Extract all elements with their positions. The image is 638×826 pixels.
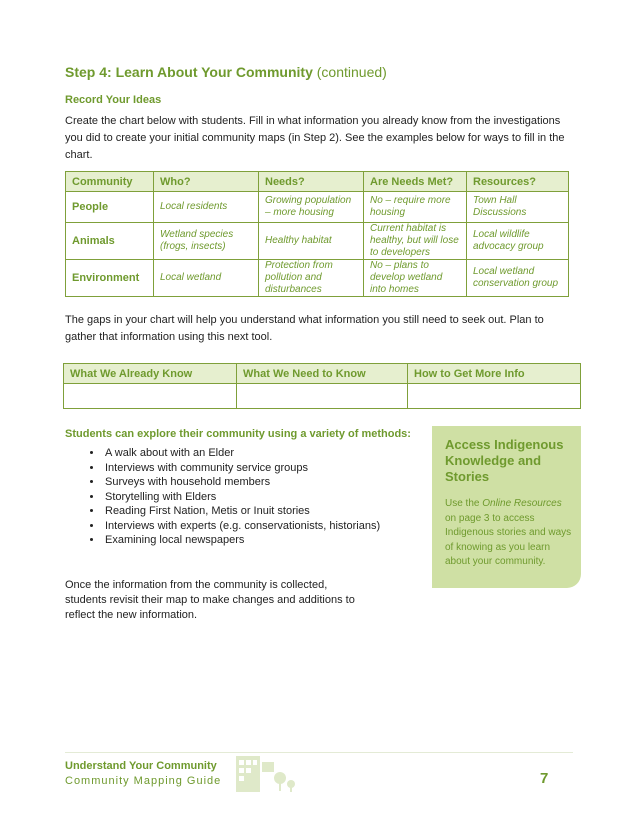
list-item: • Examining local newspapers [103,533,403,548]
table-cell: Current habitat is healthy, but will lose to developers [364,223,467,260]
table-cell: No – plans to develop wetland into homes [364,260,467,297]
table-row [66,223,569,260]
table-cell: Town Hall Discussions [467,192,569,223]
list-item: • Reading First Nation, Metis or Inuit stories [103,504,403,519]
footer-guide-title: Community Mapping Guide [65,775,222,787]
table-row [66,260,569,297]
table-header: How to Get More Info [408,364,581,384]
list-item: • Storytelling with Elders [103,490,403,505]
table-cell: Local wetland conservation group [467,260,569,297]
table-cell: Wetland species (frogs, insects) [154,223,259,260]
page-number: 7 [540,770,549,787]
list-item: • Surveys with household members [103,475,403,490]
table-cell: No – require more housing [364,192,467,223]
table-cell [64,384,237,409]
footer-section-title: Understand Your Community [65,760,217,772]
table-header: What We Need to Know [237,364,408,384]
section-heading: Record Your Ideas [65,94,162,106]
table-header: Community [66,172,154,192]
methods-heading: Students can explore their community using a variety of methods: [65,428,411,440]
table-cell: Growing population – more housing [259,192,364,223]
table-header: What We Already Know [64,364,237,384]
table-cell [408,384,581,409]
closing-paragraph: Once the information from the community is collected, students revisit their map to make changes and additions to reflect the new information. [65,579,355,621]
table-header: Resources? [467,172,569,192]
list-item: • Interviews with community service groups [103,461,403,476]
footer-divider [65,752,573,753]
community-chart [65,171,569,297]
table-header: Who? [154,172,259,192]
intro-paragraph: Create the chart below with students. Fill in what information you already know from the investigations you did to create your initial community maps (in Step 2). See the examples below for ways to fill in the chart. [65,115,565,161]
table-cell: Local wetland [154,260,259,297]
page-title: Step 4: Learn About Your Community (continued) [65,64,387,80]
table-cell: Protection from pollution and disturbances [259,260,364,297]
table-cell: Environment [66,260,154,297]
list-item: • Interviews with experts (e.g. conservationists, historians) [103,519,403,534]
table-cell [237,384,408,409]
table-row [64,384,581,409]
info-planning-table [63,363,581,409]
sidebar-title: Access Indigenous Knowledge and Stories [445,437,564,484]
mapping-guide-logo-icon [236,754,298,794]
list-item: • A walk about with an Elder [103,446,403,461]
methods-list [65,446,403,548]
table-cell: Local wildlife advocacy group [467,223,569,260]
gaps-paragraph: The gaps in your chart will help you understand what information you still need to seek out. Plan to gather that information using this next tool. [65,314,544,343]
table-row [66,192,569,223]
sidebar-body: Use the Online Resources on page 3 to access Indigenous stories and ways of knowing as you learn about your community. [445,498,572,567]
table-cell: Healthy habitat [259,223,364,260]
table-header: Needs? [259,172,364,192]
table-cell: People [66,192,154,223]
table-cell: Animals [66,223,154,260]
table-cell: Local residents [154,192,259,223]
table-header: Are Needs Met? [364,172,467,192]
